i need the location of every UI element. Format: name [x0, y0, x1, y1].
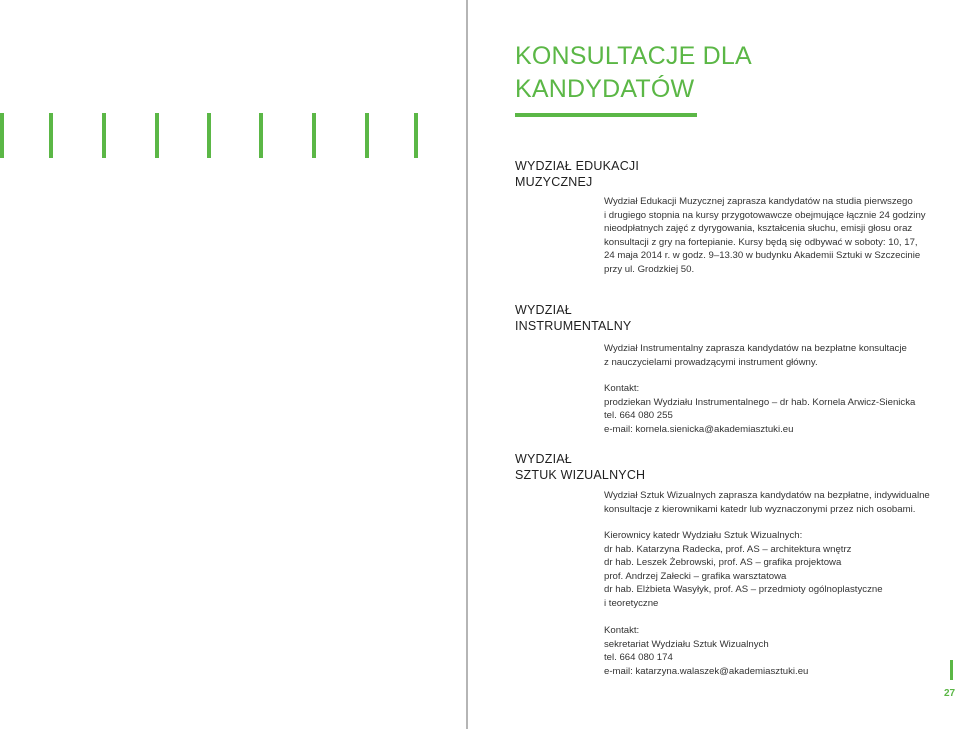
decorative-bar — [414, 113, 418, 158]
page-number-marker — [950, 660, 953, 680]
heading-line: WYDZIAŁ — [515, 303, 572, 317]
blank-left-page — [0, 0, 466, 729]
section-body-instrumental: Wydział Instrumentalny zaprasza kandydatów na bezpłatne konsultacje z nauczycielami prowadzącymi instrument główny. — [604, 343, 907, 368]
section-body-music-education: Wydział Edukacji Muzycznej zaprasza kandydatów na studia pierwszego i drugiego stopnia na kursy przygotowawcze obejmujące łącznie 24 godziny nieodpłatnych zajęć z dyrygowania, kształcenia słuchu, emisji głosu oraz konsultacji z gry na fortepianie. Kursy będą się odbywać w soboty: 10, 17, 24 maja 2014 r. w godz. 9–13.30 w budynku Akademii Sztuki w Szczecinie przy ul. Grodzkiej 50. — [604, 196, 926, 275]
decorative-bar — [155, 113, 159, 158]
heading-line: MUZYCZNEJ — [515, 175, 593, 189]
page-number: 27 — [944, 688, 956, 699]
heading-line: WYDZIAŁ EDUKACJI — [515, 159, 640, 173]
section-heads-list-visual-arts: Kierownicy katedr Wydziału Sztuk Wizualnych: dr hab. Katarzyna Radecka, prof. AS – architektura wnętrz dr hab. Leszek Żebrowski, prof. AS – grafika projektowa prof. Andrzej Załecki – grafika warsztatowa dr hab. Elżbieta Wasyłyk, prof. AS – przedmioty ogólnoplastyczne i teoretyczne — [604, 530, 883, 609]
section-heading-visual-arts — [515, 451, 715, 483]
decorative-bar — [312, 113, 316, 158]
section-contact-visual-arts: Kontakt: sekretariat Wydziału Sztuk Wizualnych tel. 664 080 174 e-mail: katarzyna.walaszek@akademiasztuki.eu — [604, 625, 809, 677]
decorative-bar — [207, 113, 211, 158]
page-title: KONSULTACJE DLA KANDYDATÓW — [515, 42, 752, 103]
page-spine-divider — [466, 0, 468, 729]
decorative-bar — [0, 113, 4, 158]
heading-line: INSTRUMENTALNY — [515, 319, 632, 333]
decorative-bar — [259, 113, 263, 158]
section-heading-instrumental — [515, 302, 715, 334]
section-contact-instrumental: Kontakt: prodziekan Wydziału Instrumentalnego – dr hab. Kornela Arwicz-Sienicka tel. 664 080 255 e-mail: kornela.sienicka@akademiasztuki.eu — [604, 383, 916, 435]
decorative-bar — [49, 113, 53, 158]
decorative-bar — [102, 113, 106, 158]
title-underline — [515, 113, 697, 117]
heading-line: SZTUK WIZUALNYCH — [515, 468, 646, 482]
decorative-bar — [365, 113, 369, 158]
section-heading-music-education — [515, 158, 715, 190]
heading-line: WYDZIAŁ — [515, 452, 572, 466]
section-body-visual-arts: Wydział Sztuk Wizualnych zaprasza kandydatów na bezpłatne, indywidualne konsultacje z kierownikami katedr lub wyznaczonymi przez nich osobami. — [604, 490, 930, 515]
